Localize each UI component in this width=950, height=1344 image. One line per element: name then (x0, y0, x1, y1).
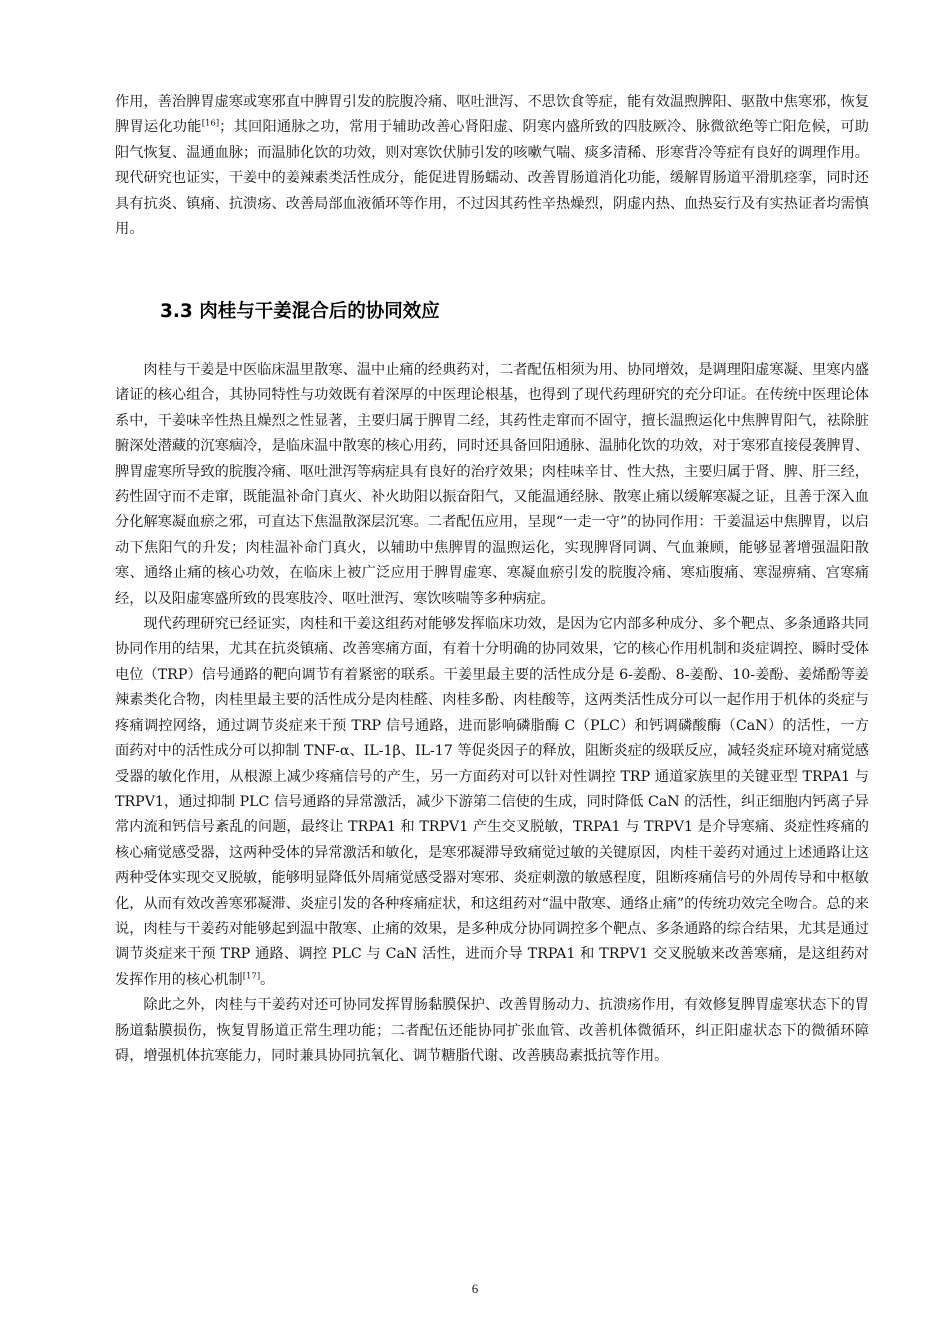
intro-text-block (115, 90, 869, 242)
page-number: 6 (471, 1281, 479, 1296)
paragraph-additional-effects: 除此之外，肉桂与干姜药对还可协同发挥胃肠黏膜保护、改善胃肠动力、抗溃疡作用，有效修复脾胃虚寒状态下的胃肠道黏膜损伤，恢复胃肠道正常生理功能；二者配伍还能协同扩张血管、改善机体微循环，纠正阳虚状态下的微循环障碍，增强机体抗寒能力，同时兼具协同抗氧化、调节糖脂代谢、改善胰岛素抵抗等作用。 (115, 997, 869, 1064)
paragraph-pharmacology-mechanism (115, 612, 869, 993)
mechanism-text-end: 。 (260, 971, 275, 988)
citation-16: [16] (201, 118, 220, 129)
intro-paragraph (115, 90, 869, 242)
citation-17: [17] (242, 971, 261, 982)
intro-text-before-citation: 作用，善治脾胃虚寒或寒邪直中脾胃引发的脘腹冷痛、呕吐泄泻、不思饮食等症，能有效温煦脾阳、驱散中焦寒邪，恢复脾胃运化功能 (115, 94, 869, 136)
paragraph-herb-pair-theory: 肉桂与干姜是中医临床温里散寒、温中止痛的经典药对，二者配伍相须为用、协同增效，是调理阳虚寒凝、里寒内盛诸证的核心组合，其协同特性与功效既有着深厚的中医理论根基，也得到了现代药理研究的充分印证。在传统中医理论体系中，干姜味辛性热且燥烈之性显著，主要归属于脾胃二经，其药性走窜而不固守，擅长温煦运化中焦脾胃阳气，祛除脏腑深处潜藏的沉寒痼冷，是临床温中散寒的核心用药，同时还具备回阳通脉、温肺化饮的功效，对于寒邪直接侵袭脾胃、脾胃虚寒所导致的脘腹冷痛、呕吐泄泻等病症具有良好的治疗效果；肉桂味辛甘、性大热，主要归属于肾、脾、肝三经，药性固守而不走窜，既能温补命门真火、补火助阳以振奋阳气，又能温通经脉、散寒止痛以缓解寒凝之证，且善于深入血分化解寒凝血瘀之邪，可直达下焦温散深层沉寒。二者配伍应用，呈现“一走一守”的协同作用：干姜温运中焦脾胃，以启动下焦阳气的升发；肉桂温补命门真火，以辅助中焦脾胃的温煦运化，实现脾肾同调、气血兼顾，能够显著增强温阳散寒、通络止痛的核心功效，在临床上被广泛应用于脾胃虚寒、寒凝血瘀引发的脘腹冷痛、寒疝腹痛、寒湿痹痛、宫寒痛经，以及阳虚寒盛所致的畏寒肢冷、呕吐泄泻、寒饮咳喘等多种病症。 (115, 362, 869, 607)
section-body (115, 358, 869, 1069)
mechanism-text: 现代药理研究已经证实，肉桂和干姜这组药对能够发挥临床功效，是因为它内部多种成分、多个靶点、多条通路共同协同作用的结果，尤其在抗炎镇痛、改善寒痛方面，有着十分明确的协同效果，它的核心作用机制和炎症调控、瞬时受体电位（TRP）信号通路的靶向调节有着紧密的联系。干姜里最主要的活性成分是 6-姜酚、8-姜酚、10-姜酚、姜烯酚等姜辣素类化合物，肉桂里最主要的活性成分是肉桂醛、肉桂多酚、肉桂酸等，这两类活性成分可以一起作用于机体的炎症与疼痛调控网络，通过调节炎症来干预 TRP 信号通路，进而影响磷脂酶 C（PLC）和钙调磷酸酶（CaN）的活性，一方面药对中的活性成分可以抑制 TNF-α、IL-1β、IL-17 等促炎因子的释放，阻断炎症的级联反应，减轻炎症环境对痛觉感受器的敏化作用，从根源上减少疼痛信号的产生，另一方面药对可以针对性调控 TRP 通道家族里的关键亚型 TRPA1 与 TRPV1，通过抑制 PLC 信号通路的异常激活，减少下游第二信使的生成，同时降低 CaN 的活性，纠正细胞内钙离子异常内流和钙信号紊乱的问题，最终让 TRPA1 和 TRPV1 产生交叉脱敏，TRPA1 与 TRPV1 是介导寒痛、炎症性疼痛的核心痛觉感受器，这两种受体的异常激活和敏化，是寒邪凝滞导致痛觉过敏的关键原因，肉桂干姜药对通过上述通路让这两种受体实现交叉脱敏，能够明显降低外周痛觉感受器对寒邪、炎症刺激的敏感程度，阻断疼痛信号的外周传导和中枢敏化，从而有效改善寒邪凝滞、炎症引发的各种疼痛症状，和这组药对“温中散寒、通络止痛”的传统功效完全吻合。总的来说，肉桂与干姜药对能够起到温中散寒、止痛的效果，是多种成分协同调控多个靶点、多条通路的综合结果，尤其是通过调节炎症来干预 TRP 通路、调控 PLC 与 CaN 活性，进而介导 TRPA1 和 TRPV1 交叉脱敏来改善寒痛，是这组药对发挥作用的核心机制 (115, 616, 869, 988)
section-heading: 3.3 肉桂与干姜混合后的协同效应 (160, 301, 440, 322)
intro-text-after-citation: ；其回阳通脉之功，常用于辅助改善心肾阳虚、阴寒内盛所致的四肢厥冷、脉微欲绝等亡阳危候，可助阳气恢复、温通血脉；而温肺化饮的功效，则对寒饮伏肺引发的咳嗽气喘、痰多清稀、形寒背冷等症有良好的调理作用。现代研究也证实，干姜中的姜辣素类活性成分，能促进胃肠蠕动、改善胃肠道消化功能，缓解胃肠道平滑肌痉挛，同时还具有抗炎、镇痛、抗溃疡、改善局部血液循环等作用，不过因其药性辛热燥烈，阴虚内热、血热妄行及有实热证者均需慎用。 (115, 119, 869, 238)
